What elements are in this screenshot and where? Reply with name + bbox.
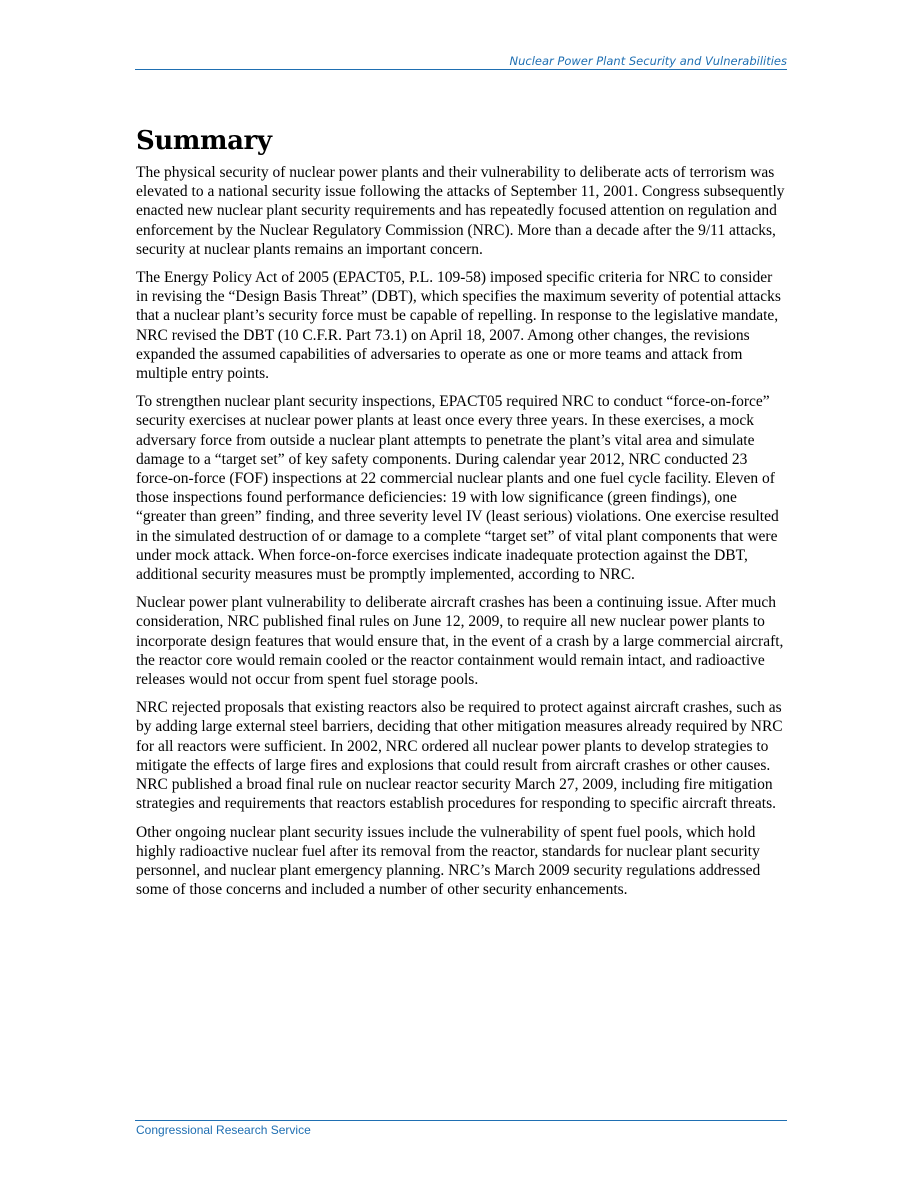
footer-rule — [135, 1120, 787, 1121]
summary-paragraph-4: Nuclear power plant vulnerability to deliberate aircraft crashes has been a continuing issue. After much consideration, NRC published final rules on June 12, 2009, to require all new nuclear power plants to incorporate design features that would ensure that, in the event of a crash by a large commercial aircraft, the reactor core would remain cooled or the reactor containment would remain intact, and radioactive releases would not occur from spent fuel storage pools. — [136, 594, 784, 689]
summary-paragraph-5: NRC rejected proposals that existing reactors also be required to protect against aircraft crashes, such as by adding large external steel barriers, deciding that other mitigation measures already required by NRC for all reactors were sufficient. In 2002, NRC ordered all nuclear power plants to develop strategies to mitigate the effects of large fires and explosions that could result from aircraft crashes or other causes. NRC published a broad final rule on nuclear reactor security March 27, 2009, including fire mitigation strategies and requirements that reactors establish procedures for responding to specific aircraft threats. — [136, 699, 783, 813]
summary-paragraph-1: The physical security of nuclear power plants and their vulnerability to deliberate acts of terrorism was elevated to a national security issue following the attacks of September 11, 2001. Congress subsequently enacted new nuclear plant security requirements and has repeatedly focused attention on regulation and enforcement by the Nuclear Regulatory Commission (NRC). More than a decade after the 9/11 attacks, security at nuclear plants remains an important concern. — [136, 164, 785, 258]
summary-paragraph-6: Other ongoing nuclear plant security issues include the vulnerability of spent fuel pools, which hold highly radioactive nuclear fuel after its removal from the reactor, standards for nuclear plant security personnel, and nuclear plant emergency planning. NRC’s March 2009 security regulations addressed some of those concerns and included a number of other security enhancements. — [136, 823, 761, 899]
summary-paragraph-2: The Energy Policy Act of 2005 (EPACT05, P.L. 109-58) imposed specific criteria for NRC to consider in revising the “Design Basis Threat” (DBT), which specifies the maximum severity of potential attacks that a nuclear plant’s security force must be capable of repelling. In response to the legislative mandate, NRC revised the DBT (10 C.F.R. Part 73.1) on April 18, 2007. Among other changes, the revisions expanded the assumed capabilities of adversaries to operate as one or more teams and attack from multiple entry points. — [136, 269, 781, 383]
section-title: Summary — [136, 126, 272, 156]
running-footer: Congressional Research Service — [136, 1123, 311, 1137]
header-rule — [135, 69, 787, 70]
summary-paragraph-3: To strengthen nuclear plant security inspections, EPACT05 required NRC to conduct “force-on-force” security exercises at nuclear power plants at least once every three years. In these exercises, a mock adversary force from outside a nuclear plant attempts to penetrate the plant’s vital area and simulate damage to a “target set” of key safety components. During calendar year 2012, NRC conducted 23 force-on-force (FOF) inspections at 22 commercial nuclear plants and one fuel cycle facility. Eleven of those inspections found performance deficiencies: 19 with low significance (green findings), one “greater than green” finding, and three severity level IV (least serious) violations. One exercise resulted in the simulated destruction of or damage to a complete “target set” of vital plant components that were under mock attack. When force-on-force exercises indicate inadequate protection against the DBT, additional security measures must be promptly implemented, according to NRC. — [136, 393, 779, 584]
running-header: Nuclear Power Plant Security and Vulnerabilities — [509, 54, 787, 68]
main-content — [136, 124, 786, 908]
